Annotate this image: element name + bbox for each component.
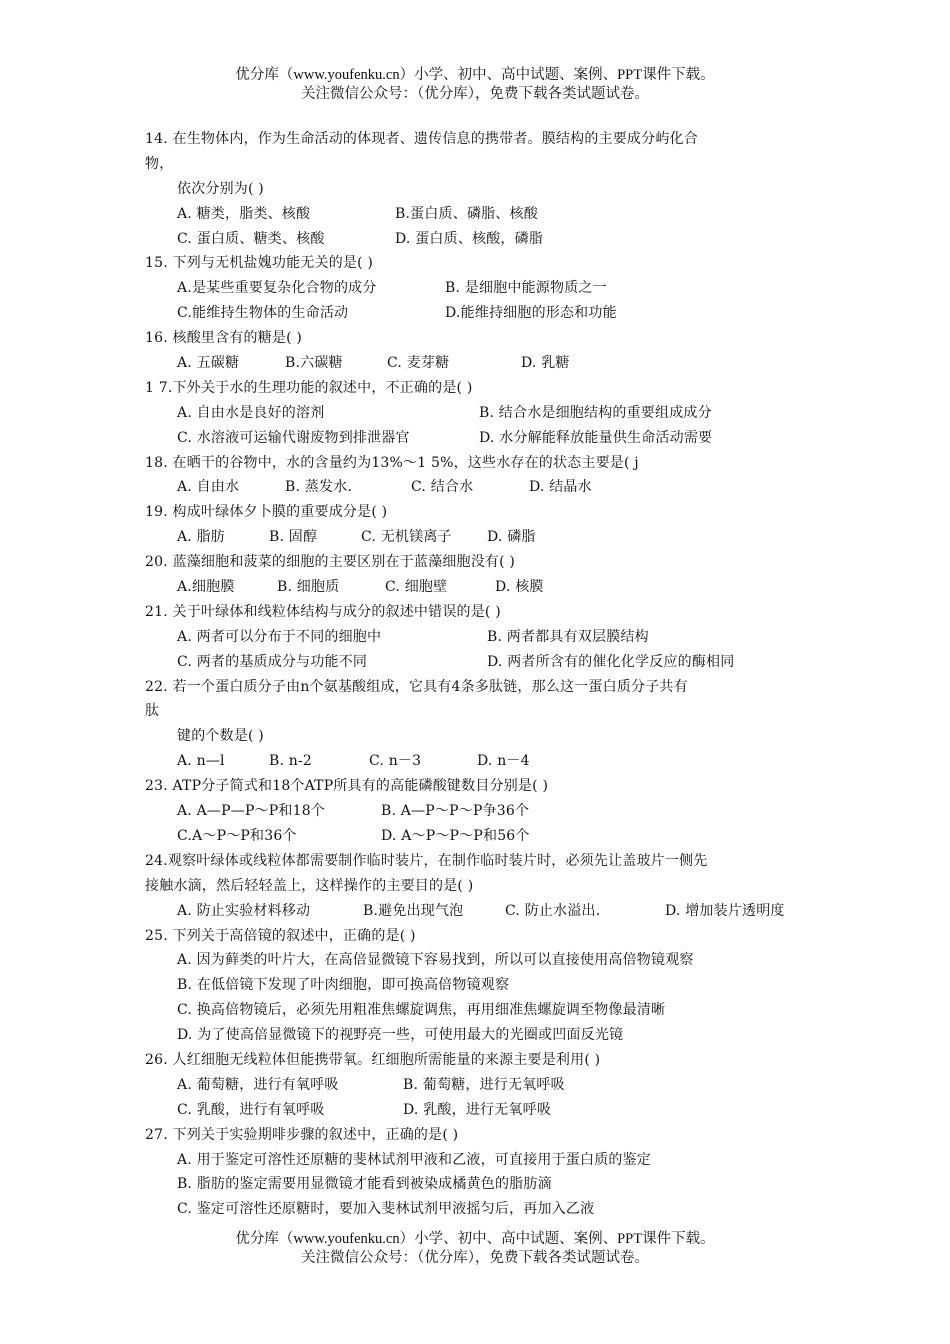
footer-line-1: 优分库（www.youfenku.cn）小学、初中、高中试题、案例、PPT课件下载。 — [235, 1231, 715, 1247]
question-26-stem: 26. 人红细胞无线粒体但能携带氧。红细胞所需能量的来源主要是利用( ) — [145, 1051, 601, 1068]
option-a: A. 糖类，脂类、核酸 — [177, 205, 311, 222]
option-a: A. 葡萄糖，进行有氧呼吸 — [177, 1076, 339, 1093]
option-row — [145, 401, 815, 426]
header-line-1: 优分库（www.youfenku.cn）小学、初中、高中试题、案例、PPT课件下载。 — [235, 67, 715, 83]
option-row — [145, 351, 815, 376]
question-22-stem-cont: 肽 — [145, 703, 160, 720]
question-23-stem: 23. ATP分子简式和18个ATP所具有的高能磷酸键数目分别是( ) — [145, 778, 549, 795]
option-c: C. n－3 — [369, 753, 422, 770]
option-b: B. 细胞质 — [277, 579, 340, 596]
option-b: B. 固醇 — [269, 529, 318, 546]
option-c: C. 鉴定可溶性还原糖时，要加入斐林试剂甲液摇匀后，再加入乙液 — [177, 1201, 595, 1218]
option-c: C. 无机镁离子 — [361, 529, 452, 546]
option-d: D. 核膜 — [495, 579, 544, 596]
option-row — [145, 276, 815, 301]
option-row — [145, 824, 815, 849]
option-a: A. 自由水是良好的溶剂 — [177, 404, 325, 421]
option-b: B. 葡萄糖，进行无氧呼吸 — [403, 1076, 565, 1093]
option-a: A. n—l — [177, 753, 225, 770]
option-a: A. 两者可以分布于不同的细胞中 — [177, 628, 382, 645]
option-row — [145, 749, 815, 774]
option-c: C. 防止水溢出. — [505, 902, 601, 919]
header-line-2: 关注微信公众号：（优分库），免费下载各类试题试卷。 — [301, 86, 649, 102]
option-row — [145, 525, 815, 550]
option-b: B.六碳糖 — [285, 355, 343, 372]
page-header — [0, 66, 950, 104]
option-a: A. 用于鉴定可溶性还原糖的斐林试剂甲液和乙液，可直接用于蛋白质的鉴定 — [177, 1151, 652, 1168]
question-14-stem-cont: 物， — [145, 155, 174, 172]
question-14-stem-cont: 依次分别为( ) — [177, 180, 264, 197]
option-row — [145, 625, 815, 650]
option-c: C. 换高倍物镜后，必须先用粗准焦螺旋调焦，再用细准焦螺旋调至物像最清晰 — [177, 1002, 666, 1019]
option-d: D. 两者所含有的催化化学反应的酶相同 — [487, 653, 735, 670]
option-b: B.蛋白质、磷脂、核酸 — [395, 205, 538, 222]
option-c: C. 结合水 — [411, 479, 474, 496]
question-22-stem-cont: 键的个数是( ) — [177, 728, 264, 745]
option-d: D. A～P～P～P和56个 — [381, 827, 530, 844]
option-d: D. 增加装片透明度 — [665, 902, 785, 919]
question-16-stem: 16. 核酸里含有的糖是( ) — [145, 330, 303, 347]
option-a: A. 脂肪 — [177, 529, 226, 546]
option-d: D. 水分解能释放能量供生命活动需要 — [479, 429, 713, 446]
option-b: B. n-2 — [269, 753, 313, 770]
option-a: A. 五碳糖 — [177, 355, 240, 372]
option-row — [145, 475, 815, 500]
option-d: D.能维持细胞的形态和功能 — [445, 305, 617, 322]
question-15-stem: 15. 下列与无机盐媿功能无关的是( ) — [145, 255, 374, 272]
option-row — [145, 899, 815, 924]
option-c: C. 水溶液可运输代谢废物到排泄器官 — [177, 429, 410, 446]
option-row — [145, 426, 815, 451]
question-19-stem: 19. 构成叶绿体夕卜膜的重要成分是( ) — [145, 504, 388, 521]
option-d: D. 蛋白质、核酸，磷脂 — [395, 230, 544, 247]
question-20-stem: 20. 蓝藻细胞和菠菜的细胞的主要区别在于蓝藻细胞没有( ) — [145, 554, 516, 571]
option-a: A. 自由水 — [177, 479, 240, 496]
question-22-stem: 22. 若一个蛋白质分子由n个氨基酸组成，它具有4条多肽链，那么这一蛋白质分子共有 — [145, 678, 688, 695]
option-a: A. 因为藓类的叶片大，在高倍显微镜下容易找到，所以可以直接使用高倍物镜观察 — [177, 952, 694, 969]
option-row — [145, 301, 815, 326]
question-27-stem: 27. 下列关于实验期啡步骤的叙述中，正确的是( ) — [145, 1126, 459, 1143]
option-row — [145, 799, 815, 824]
option-d: D. 乳糖 — [521, 355, 570, 372]
option-b: B. 两者都具有双层膜结构 — [487, 628, 649, 645]
option-a: A. A—P—P～P和18个 — [177, 803, 325, 820]
option-c: C. 麦芽糖 — [387, 355, 450, 372]
option-d: D. 为了使高倍显微镜下的视野亮一些，可使用最大的光圈或凹面反光镜 — [177, 1027, 624, 1044]
question-list — [145, 127, 815, 1222]
option-a: A. 防止实验材料移动 — [177, 902, 311, 919]
question-14-stem: 14. 在生物体内，作为生命活动的体现者、遗传信息的携带者。膜结构的主要成分屿化合 — [145, 131, 698, 147]
option-c: C. 乳酸，进行有氧呼吸 — [177, 1101, 325, 1118]
page-footer — [0, 1230, 950, 1268]
option-b: B. A—P～P～P争36个 — [381, 803, 530, 820]
option-b: B.避免出现气泡 — [363, 902, 464, 919]
question-17-stem: 1 7.下外关于水的生理功能的叙述中，不正确的是( ) — [145, 379, 473, 396]
option-b: B. 是细胞中能源物质之一 — [445, 280, 607, 297]
option-c: C.能维持生物体的生命活动 — [177, 305, 349, 322]
footer-line-2: 关注微信公众号：（优分库），免费下载各类试题试卷。 — [301, 1250, 649, 1266]
option-c: C. 两者的基质成分与功能不同 — [177, 653, 368, 670]
option-row — [145, 650, 815, 675]
option-row — [145, 1098, 815, 1123]
question-25-stem: 25. 下列关于高倍镜的叙述中，正确的是( ) — [145, 927, 416, 944]
option-b: B. 结合水是细胞结构的重要组成成分 — [479, 404, 712, 421]
option-d: D. n－4 — [477, 753, 530, 770]
option-row — [145, 575, 815, 600]
option-d: D. 乳酸，进行无氧呼吸 — [403, 1101, 552, 1118]
question-24-stem-cont: 接触水滴，然后轻轻盖上，这样操作的主要目的是( ) — [145, 877, 474, 894]
option-d: D. 结晶水 — [529, 479, 592, 496]
option-a: A.是某些重要复杂化合物的成分 — [177, 280, 377, 297]
option-c: C.A～P～P和36个 — [177, 827, 297, 844]
option-b: B. 脂肪的鉴定需要用显微镜才能看到被染成橘黄色的脂肪滴 — [177, 1176, 552, 1193]
option-d: D. 磷脂 — [487, 529, 536, 546]
option-row — [145, 227, 815, 252]
question-21-stem: 21. 关于叶绿体和线粒体结构与成分的叙述中错误的是( ) — [145, 603, 501, 620]
option-row — [145, 202, 815, 227]
option-b: B. 在低倍镜下发现了叶肉细胞，即可换高倍物镜观察 — [177, 977, 510, 994]
question-24-stem: 24.观察叶绿体或线粒体都需要制作临时装片，在制作临时装片时，必须先让盖玻片一侧先 — [145, 852, 708, 869]
option-b: B. 蒸发水. — [285, 479, 353, 496]
option-row — [145, 1073, 815, 1098]
option-c: C. 细胞壁 — [385, 579, 448, 596]
option-a: A.细胞膜 — [177, 579, 235, 596]
question-18-stem: 18. 在晒干的谷物中，水的含量约为13%～1 5%，这些水存在的状态主要是( j — [145, 454, 639, 471]
option-c: C. 蛋白质、糖类、核酸 — [177, 230, 325, 247]
